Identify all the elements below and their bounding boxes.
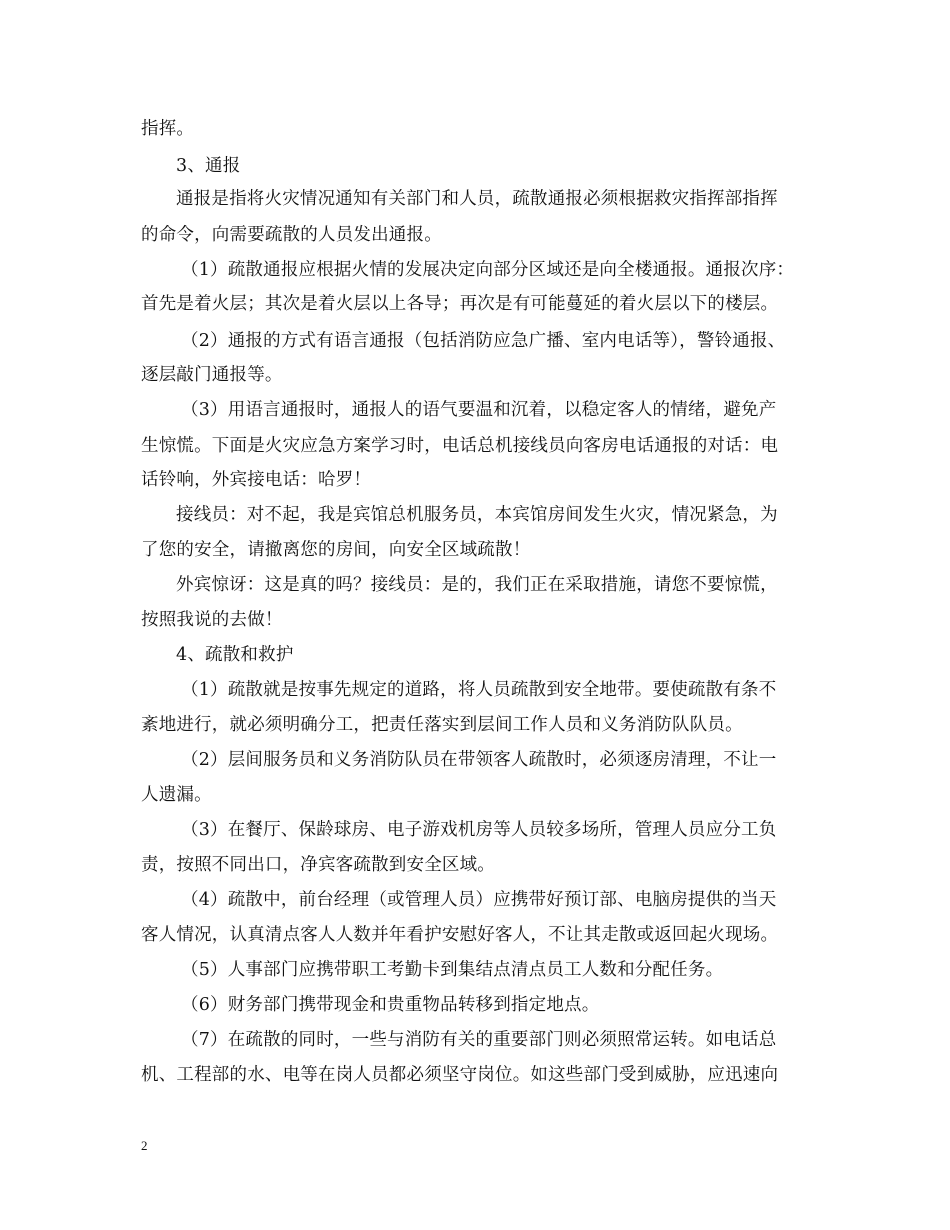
text-line: 接线员：对不起，我是宾馆总机服务员，本宾馆房间发生火灾，情况紧急，为 [176,505,778,525]
text-line: 机、工程部的水、电等在岗人员都必须坚守岗位。如这些部门受到威胁，应迅速向 [141,1065,779,1085]
text-line: （3）用语言通报时，通报人的语气要温和沉着，以稳定客人的情绪，避免产 [181,400,777,420]
text-line: （3）在餐厅、保龄球房、电子游戏机房等人员较多场所，管理人员应分工负 [181,820,777,840]
text-line: 生惊慌。下面是火灾应急方案学习时，电话总机接线员向客房电话通报的对话：电 [141,436,779,456]
text-line: 人遗漏。 [141,785,212,805]
text-line: （7）在疏散的同时，一些与消防有关的重要部门则必须照常运转。如电话总 [181,1030,777,1050]
page-number: 2 [141,1138,148,1153]
text-line: 指挥。 [141,119,195,139]
text-line: （1）疏散就是按事先规定的道路，将人员疏散到安全地带。要使疏散有条不 [181,680,777,700]
text-line: 紊地进行，就必须明确分工，把责任落实到层间工作人员和义务消防队队员。 [141,715,743,735]
text-line: 外宾惊讶：这是真的吗？接线员：是的，我们正在采取措施，请您不要惊慌， [176,575,778,595]
text-line: 首先是着火层；其次是着火层以上各导；再次是有可能蔓延的着火层以下的楼层。 [141,294,779,314]
text-line: 话铃响，外宾接电话：哈罗！ [141,470,372,490]
text-line: （2）通报的方式有语言通报（包括消防应急广播、室内电话等），警铃通报、 [181,331,786,351]
text-line: 责，按照不同出口，净宾客疏散到安全区域。 [141,855,495,875]
text-line: 逐层敲门通报等。 [141,365,283,385]
text-line: （6）财务部门携带现金和贵重物品转移到指定地点。 [181,995,600,1015]
text-line: 按照我说的去做！ [141,610,283,630]
text-line: 客人情况，认真清点客人人数并年看护安慰好客人，不让其走散或返回起火现场。 [141,925,779,945]
section-heading: 4、疏散和救护 [176,645,294,665]
text-line: 的命令，向需要疏散的人员发出通报。 [141,225,442,245]
text-line: （4）疏散中，前台经理（或管理人员）应携带好预订部、电脑房提供的当天 [181,890,777,910]
text-line: 了您的安全，请撤离您的房间，向安全区域疏散！ [141,540,531,560]
text-line: （2）层间服务员和义务消防队员在带领客人疏散时，必须逐房清理，不让一 [181,750,777,770]
section-heading: 3、通报 [176,156,241,176]
text-line: （5）人事部门应携带职工考勤卡到集结点清点员工人数和分配任务。 [181,960,724,980]
text-line: （1）疏散通报应根据火情的发展决定向部分区域还是向全楼通报。通报次序： [181,260,795,280]
text-line: 通报是指将火灾情况通知有关部门和人员，疏散通报必须根据救灾指挥部指挥 [176,189,778,209]
